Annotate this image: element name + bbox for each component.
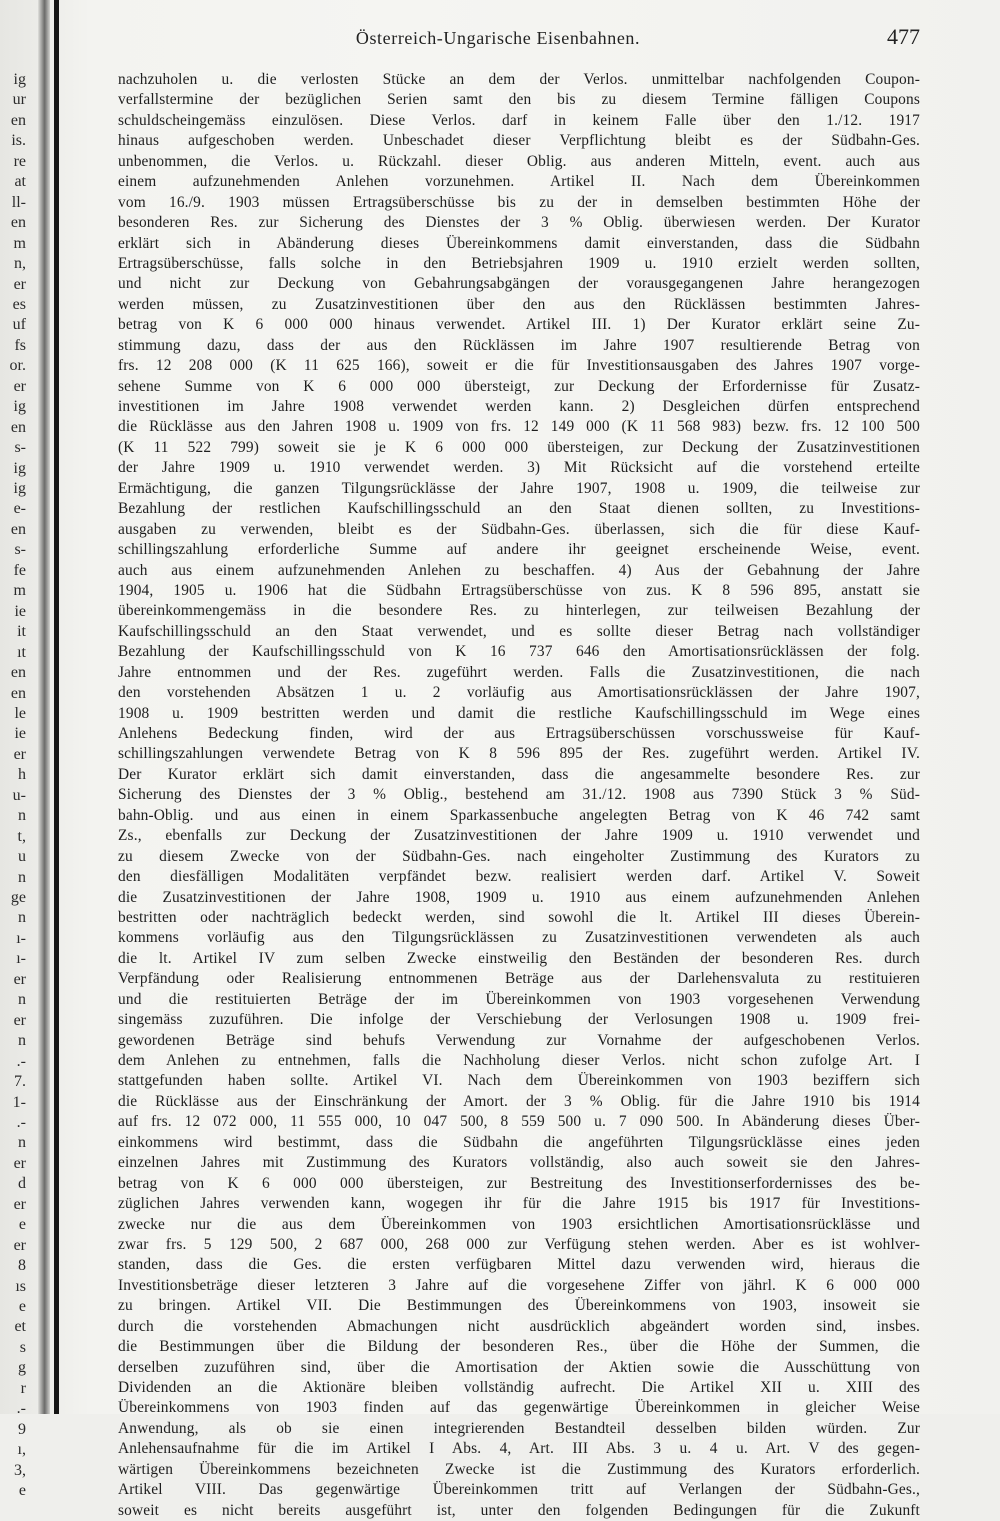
book-gutter-shadow [38, 0, 50, 1414]
fragment-line: n [18, 991, 26, 1009]
text-line: stimmung dazu, dass der aus den Rücklässen im Jahre 1907 resultierende Betrag von [118, 336, 920, 354]
text-line: erklärt sich in Abänderung dieses Übereinkommens damit einverstanden, dass die Südbahn [118, 234, 920, 252]
text-line: einkommens wird bestimmt, dass die Südbahn die angeführten Tilgungsrücklässe eines jeden [118, 1133, 920, 1151]
text-line: sehene Summe von K 6 000 000 übersteigt, zur Deckung der Erfordernisse für Zusatz- [118, 377, 920, 395]
text-line: ausgaben zu verwenden, bleibt es der Südbahn-Ges. überlassen, sich die für diese Kauf- [118, 520, 920, 538]
fragment-line: ig [13, 71, 26, 88]
text-line: Jahre entnommen und der Res. zugeführt werden. Falls die Zusatzinvestitionen, die nach [118, 663, 920, 681]
text-line: wärtigen Übereinkommens bezeichneten Zwecke ist die Zustimmung des Kurators erforderlich. [118, 1460, 920, 1478]
fragment-line: e- [13, 500, 26, 518]
text-line: zwar frs. 5 129 500, 2 687 000, 268 000 zur Verfügung stehen werden. Aber es ist wohlver- [118, 1235, 920, 1253]
fragment-line: le [14, 704, 26, 722]
fragment-line: d [18, 1175, 26, 1193]
fragment-line: m [13, 234, 26, 252]
fragment-line: ie [14, 602, 26, 620]
text-line: auf frs. 12 072 000, 11 555 000, 10 047 500, 8 559 500 u. 7 090 500. In Abänderung dieses Über- [118, 1113, 920, 1131]
fragment-line: ge [10, 889, 26, 906]
fragment-line: ig [13, 459, 26, 477]
text-line: zu bringen. Artikel VII. Die Bestimmungen des Übereinkommens von 1903, insoweit sie [118, 1297, 920, 1315]
fragment-line: er [13, 970, 26, 988]
fragment-line: ı- [16, 950, 26, 968]
text-line: unbenommen, die Verlos. u. Rückzahl. dieser Oblig. aus anderen Mitteln, event. auch aus [118, 152, 920, 170]
fragment-line: n [18, 909, 26, 927]
text-line: Der Kurator erklärt sich damit einverstanden, dass die angesammelte besondere Res. zur [118, 765, 920, 783]
text-line: (K 11 522 799) soweit sie je K 6 000 000 übersteigen, zur Deckung der Zusatzinvestitionen [118, 438, 920, 456]
text-line: bahn-Oblig. und aus einen in einem Sparkassenbuche angelegten Betrag von K 46 742 samt [118, 806, 920, 824]
fragment-line: s- [14, 541, 26, 559]
fragment-line: 8 [18, 1257, 26, 1275]
adjacent-page-fragment [0, 60, 30, 1500]
fragment-line: et [14, 1318, 26, 1336]
fragment-line: ıs [15, 1277, 26, 1295]
text-line: züglichen Jahres verwenden kann, wogegen ihr für die Jahre 1915 bis 1917 für Investitions- [118, 1195, 920, 1213]
text-line: gewordenen Beträge sind behufs Verwendung zur Vornahme der aufgeschobenen Verlos. [118, 1031, 920, 1049]
text-line: Investitionsbeträge dieser letzteren 3 Jahre auf die vorgesehene Ziffer von jährl. K 6 000 000 [118, 1276, 920, 1294]
text-line: die Rücklässe aus den Jahren 1908 u. 1909 von frs. 12 149 000 (K 11 568 983) bezw. frs. 12 100 500 [118, 418, 920, 436]
text-line: Artikel VIII. Das gegenwärtige Übereinkommen tritt auf Verlangen der Südbahn-Ges., [118, 1481, 920, 1499]
fragment-line: er [13, 275, 26, 293]
fragment-line: is. [11, 132, 26, 150]
text-line: bestritten oder nachträglich bedeckt werden, sind sowohl die lt. Artikel III dieses Überein- [118, 908, 920, 926]
text-line: kommens vorläufig aus den Tilgungsrücklässen zu Zusatzinvestitionen verwendeten als auch [118, 929, 920, 947]
fragment-line: e [18, 1216, 26, 1234]
text-line: die Zusatzinvestitionen der Jahre 1908, 1909 u. 1910 aus einem aufzunehmenden Anlehen [118, 888, 920, 906]
text-line: besonderen Res. zur Sicherung des Dienstes der 3 % Oblig. überwiesen werden. Der Kurator [118, 214, 920, 232]
fragment-line: u [18, 848, 26, 866]
text-line: Zs., ebenfalls zur Deckung der Zusatzinvestitionen der Jahre 1909 u. 1910 verwendet und [118, 827, 920, 845]
fragment-line: fs [14, 336, 26, 354]
text-line: investitionen im Jahre 1908 verwendet werden kann. 2) Desgleichen dürfen entsprechend [118, 398, 920, 415]
fragment-line: .- [16, 1052, 26, 1070]
fragment-line: e [18, 1482, 26, 1500]
fragment-line: n [18, 1134, 26, 1152]
text-line: die Bestimmungen über die Bildung der besonderen Res., über die Höhe der Summen, die [118, 1338, 920, 1356]
text-line: Sicherung des Dienstes der 3 % Oblig., bestehend am 31./12. 1908 aus 7390 Stück 3 % Süd- [118, 786, 920, 804]
fragment-line: 1- [12, 1093, 26, 1111]
page-number: 477 [887, 24, 920, 49]
text-line: Verpfändung oder Realisierung entnommenen Beträge aus der Darlehensvaluta zu restituieren [118, 970, 920, 988]
text-line: vom 16./9. 1903 müssen Ertragsüberschüsse bis zu der in demselben bestimmten Höhe der [118, 193, 920, 211]
text-line: betrag von K 6 000 000 übersteigen, zur Bestreitung des Investitionserfordernisses des be- [118, 1174, 920, 1192]
text-line: die lt. Artikel IV zum selben Zwecke einstweilig den Beständen der besonderen Res. durch [118, 949, 920, 967]
fragment-line: er [13, 745, 26, 763]
fragment-line: ie [14, 725, 26, 743]
fragment-line: en [10, 418, 26, 436]
text-line: stattgefunden haben sollte. Artikel VI. Nach dem Übereinkommen von 1903 beziffern sich [118, 1072, 920, 1090]
fragment-line: at [14, 173, 26, 191]
text-line: und nicht zur Deckung von Gebahrungsabgängen der vorausgegangenen Jahre herangezogen [118, 275, 920, 293]
text-line: Kaufschillingsschuld an den Staat verwendet, und es sollte dieser Betrag nach vollständiger [118, 622, 920, 640]
text-line: schillingszahlung erforderliche Summe auf andere ihr geeignet erscheinende Weise, event. [118, 541, 920, 559]
running-title: Österreich-Ungarische Eisenbahnen. [355, 28, 641, 48]
text-line: werden müssen, zu Zusatzinvestitionen über den aus den Rücklässen bestimmten Jahres- [118, 295, 920, 313]
text-line: auch aus einem aufzunehmenden Anlehen zu beschaffen. 4) Aus der Gebahnung der Jahre [118, 561, 920, 579]
fragment-line: or. [9, 357, 26, 375]
fragment-line: es [12, 295, 26, 313]
fragment-line: er [13, 1154, 26, 1172]
fragment-line: m [13, 582, 26, 600]
text-line: Ertragsüberschüsse, falls solche in den Betriebsjahren 1909 u. 1910 erzielt werden sollten, [118, 254, 920, 272]
text-line: durch die vorstehenden Abmachungen nicht ausdrücklich abgeändert worden sind, insbes. [118, 1317, 920, 1335]
text-line: zwecke nur die aus dem Übereinkommen von 1903 ersichtlichen Amortisationsrücklässe und [118, 1215, 920, 1233]
fragment-line: ur [12, 91, 26, 109]
text-line: Dividenden an die Aktionäre bleiben vollständig aufrecht. Die Artikel XII u. XIII des [118, 1379, 920, 1396]
fragment-line: er [13, 1011, 26, 1029]
text-line: den vorstehenden Absätzen 1 u. 2 vorläufig aus Amortisationsrücklässen der Jahre 1907, [118, 684, 920, 702]
text-line: Ermächtigung, die ganzen Tilgungsrücklässe der Jahre 1907, 1908 u. 1909, die teilweise zur [118, 479, 920, 497]
text-line: standen, dass die Ges. die ersten verfügbaren Mittel dazu verwenden wird, hieraus die [118, 1256, 920, 1274]
fragment-line: re [13, 152, 26, 170]
fragment-line: t, [17, 827, 26, 845]
fragment-line: e [18, 1298, 26, 1315]
fragment-line: ll- [11, 193, 26, 211]
fragment-line: r [20, 1379, 26, 1397]
fragment-line: ig [13, 480, 26, 497]
fragment-line: uf [12, 316, 26, 334]
fragment-line: er [13, 377, 26, 395]
text-line: Bezahlung der restlichen Kaufschillingsschuld an den Staat dienen sollten, zu Investitions- [118, 500, 920, 518]
fragment-line: ıt [17, 643, 26, 661]
text-line: soweit es nicht bereits ausgeführt ist, unter den folgenden Bedingungen für die Zukunft [118, 1501, 920, 1519]
text-line: die Rücklässe aus der Einschränkung der Amort. der 3 % Oblig. für die Jahre 1910 bis 1914 [118, 1092, 920, 1110]
fragment-line: g [18, 1359, 26, 1377]
fragment-line: u- [12, 786, 26, 804]
fragment-line: er [13, 1236, 26, 1254]
text-line: frs. 12 208 000 (K 11 625 166), soweit er die für Investitionsausgaben des Jahres 1907 vorge- [118, 357, 920, 375]
fragment-line: ig [13, 398, 26, 416]
fragment-line: en [10, 520, 26, 538]
fragment-line: en [10, 684, 26, 702]
text-line: Anlehens Bedeckung finden, wird der aus Ertragsüberschüssen vorschussweise für Kauf- [118, 725, 920, 742]
text-line: den diesfälligen Modalitäten verpfändet bezw. realisiert werden darf. Artikel V. Soweit [118, 868, 920, 886]
text-line: Anwendung, als ob sie einen integrierenden Bestandteil desselben bilden würden. Zur [118, 1419, 920, 1437]
text-line: schillingszahlungen verwendete Betrag von K 8 596 895 der Res. zugeführt werden. Artikel IV. [118, 745, 920, 763]
fragment-line: ı, [17, 1441, 26, 1459]
fragment-line: h [18, 766, 26, 784]
fragment-line: n [18, 1032, 26, 1050]
text-line: einem aufzunehmenden Anlehen vorzunehmen. Artikel II. Nach dem Übereinkommen [118, 173, 920, 191]
fragment-line: .- [16, 1400, 26, 1418]
text-line: betrag von K 6 000 000 hinaus verwendet. Artikel III. 1) Der Kurator erklärt seine Zu- [118, 316, 920, 334]
text-line: Anlehensaufnahme für die im Artikel I Abs. 4, Art. III Abs. 3 u. 4 u. Art. V des gegen- [118, 1440, 920, 1458]
page-header [118, 26, 920, 52]
text-line: nachzuholen u. die verlosten Stücke an dem der Verlos. unmittelbar nachfolgenden Coupon- [118, 71, 920, 88]
fragment-line: en [10, 214, 26, 232]
fragment-line: ı- [16, 929, 26, 947]
fragment-line: n [18, 868, 26, 886]
fragment-line: .- [16, 1113, 26, 1131]
text-line: und die restituierten Beträge der im Übereinkommen von 1903 vorgesehenen Verwendung [118, 990, 920, 1008]
text-line: schuldscheingemäss einzulösen. Diese Verlos. darf in keinem Falle über den 1./12. 1917 [118, 111, 920, 129]
fragment-line: it [17, 623, 26, 641]
book-gutter-edge [54, 0, 59, 1414]
fragment-line: en [10, 664, 26, 682]
fragment-line: er [13, 1195, 26, 1213]
text-line: Bezahlung der Kaufschillingsschuld von K 16 737 646 den Amortisationsrücklässen der folg. [118, 643, 920, 661]
fragment-line: n [18, 807, 26, 825]
body-text-column [118, 70, 920, 1521]
fragment-line: 3, [14, 1461, 26, 1479]
text-line: übereinkommengemäss in die besondere Res. zu hinterlegen, zur teilweisen Bezahlung der [118, 602, 920, 620]
text-line: 1904, 1905 u. 1906 hat die Südbahn Ertragsüberschüsse von zus. K 8 596 895, anstatt sie [118, 581, 920, 599]
fragment-line: s [19, 1338, 26, 1356]
text-line: dem Anlehen zu entnehmen, falls die Nachholung dieser Verlos. nicht schon zufolge Art. I [118, 1052, 920, 1069]
text-line: 1908 u. 1909 bestritten werden und damit die restliche Kaufschillingsschuld im Wege eines [118, 704, 920, 722]
fragment-line: 9 [18, 1420, 26, 1438]
text-line: der Jahre 1909 u. 1910 verwendet werden. 3) Mit Rücksicht auf die vorstehend erteilte [118, 459, 920, 477]
fragment-line: s- [14, 439, 26, 457]
text-line: hinaus aufgeschoben werden. Unbeschadet dieser Verpflichtung bleibt es der Südbahn-Ges. [118, 132, 920, 150]
text-line: einzelnen Jahres mit Zustimmung des Kurators vollständig, also auch soweit sie den Jahres- [118, 1154, 920, 1172]
fragment-line: fe [13, 561, 26, 579]
text-line: zu diesem Zwecke von der Südbahn-Ges. nach eingeholter Zustimmung des Kurators zu [118, 847, 920, 865]
fragment-line: n, [14, 255, 26, 273]
text-line: Übereinkommens von 1903 finden auf das gegenwärtige Übereinkommen in gleicher Weise [118, 1399, 920, 1417]
fragment-line: en [10, 111, 26, 129]
text-line: singemäss zuzuführen. Die infolge der Verschiebung der Verlosungen 1908 u. 1909 frei- [118, 1011, 920, 1029]
text-line: verfallstermine der bezüglichen Serien samt den bis zu diesem Termine fälligen Coupons [118, 91, 920, 109]
text-line: derselben zuzuführen sind, über die Amortisation der Aktien sowie die Ausschüttung von [118, 1358, 920, 1376]
fragment-line: 7. [14, 1073, 26, 1091]
